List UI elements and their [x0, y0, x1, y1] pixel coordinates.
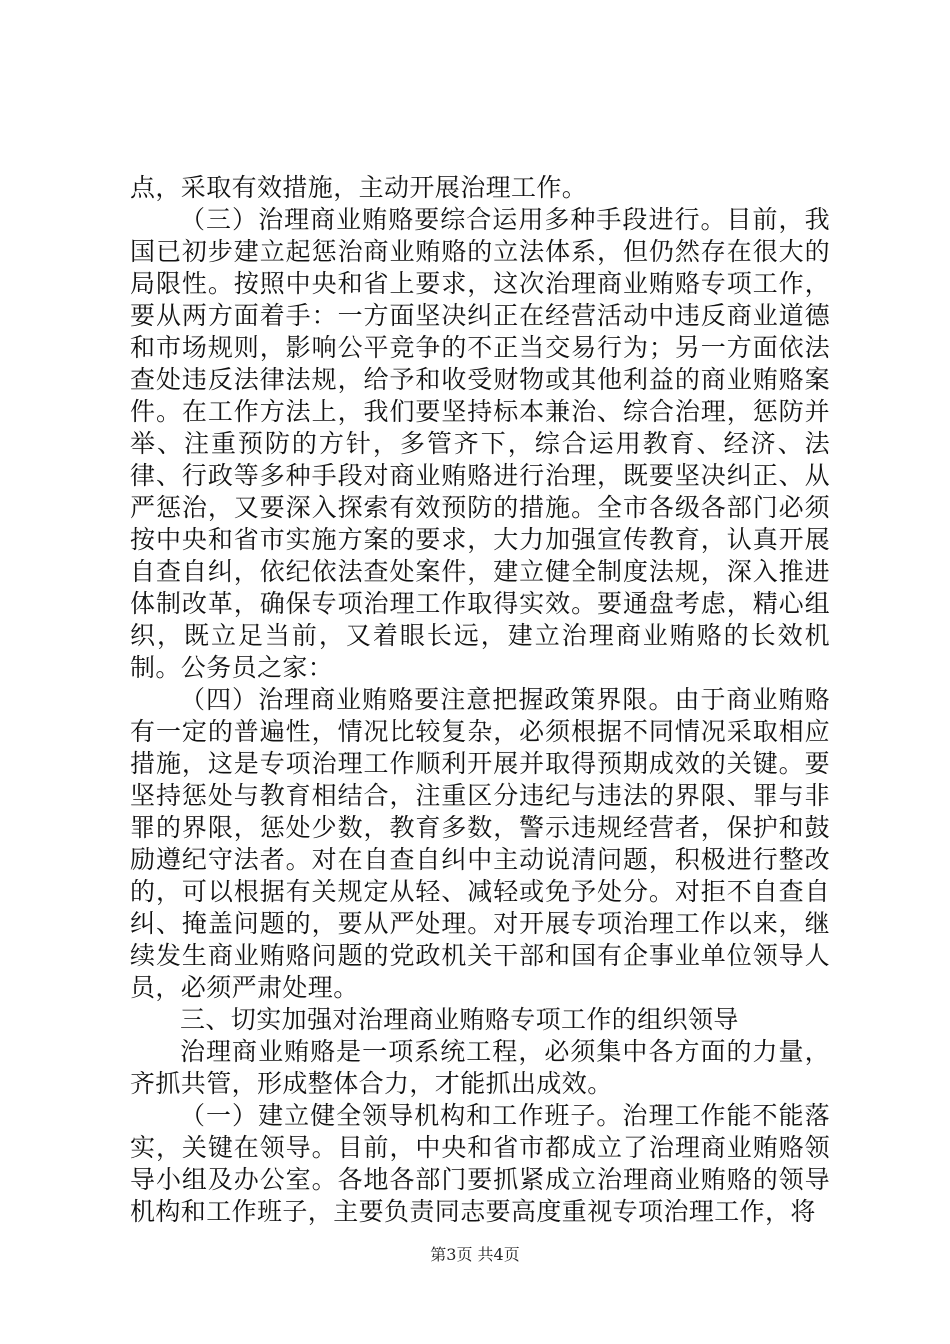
- paragraph-2: （三）治理商业贿赂要综合运用多种手段进行。目前，我国已初步建立起惩治商业贿赂的立法体系，但仍然存在很大的局限性。按照中央和省上要求，这次治理商业贿赂专项工作，要从两方面着手：一方面坚决纠正在经营活动中违反商业道德和市场规则，影响公平竞争的不正当交易行为；另一方面依法查处违反法律法规，给予和收受财物或其他利益的商业贿赂案件。在工作方法上，我们要坚持标本兼治、综合治理，惩防并举、注重预防的方针，多管齐下，综合运用教育、经济、法律、行政等多种手段对商业贿赂进行治理，既要坚决纠正、从严惩治，又要深入探索有效预防的措施。全市各级各部门必须按中央和省市实施方案的要求，大力加强宣传教育，认真开展自查自纠，依纪依法查处案件，建立健全制度法规，深入推进体制改革，确保专项治理工作取得实效。要通盘考虑，精心组织，既立足当前，又着眼长远，建立治理商业贿赂的长效机制。公务员之家：: [130, 205, 830, 682]
- paragraph-3: （四）治理商业贿赂要注意把握政策界限。由于商业贿赂有一定的普遍性，情况比较复杂，必须根据不同情况采取相应措施，这是专项治理工作顺利开展并取得预期成效的关键。要坚持惩处与教育相结合，注重区分违纪与违法的界限、罪与非罪的界限，惩处少数，教育多数，警示违规经营者，保护和鼓励遵纪守法者。对在自查自纠中主动说清问题，积极进行整改的，可以根据有关规定从轻、减轻或免予处分。对拒不自查自纠、掩盖问题的，要从严处理。对开展专项治理工作以来，继续发生商业贿赂问题的党政机关干部和国有企事业单位领导人员，必须严肃处理。: [130, 685, 830, 1002]
- page-footer: 第3页 共4页: [430, 1245, 520, 1264]
- paragraph-6: （一）建立健全领导机构和工作班子。治理工作能不能落实，关键在领导。目前，中央和省市都成立了治理商业贿赂领导小组及办公室。各地各部门要抓紧成立治理商业贿赂的领导机构和工作班子，主要负责同志要高度重视专项治理工作，将: [130, 1101, 830, 1226]
- paragraph-1: 点，采取有效措施，主动开展治理工作。: [130, 173, 588, 202]
- section-heading: 三、切实加强对治理商业贿赂专项工作的组织领导: [180, 1005, 739, 1034]
- document-body: [130, 172, 830, 1228]
- paragraph-5: 治理商业贿赂是一项系统工程，必须集中各方面的力量，齐抓共管，形成整体合力，才能抓出成效。: [130, 1037, 830, 1098]
